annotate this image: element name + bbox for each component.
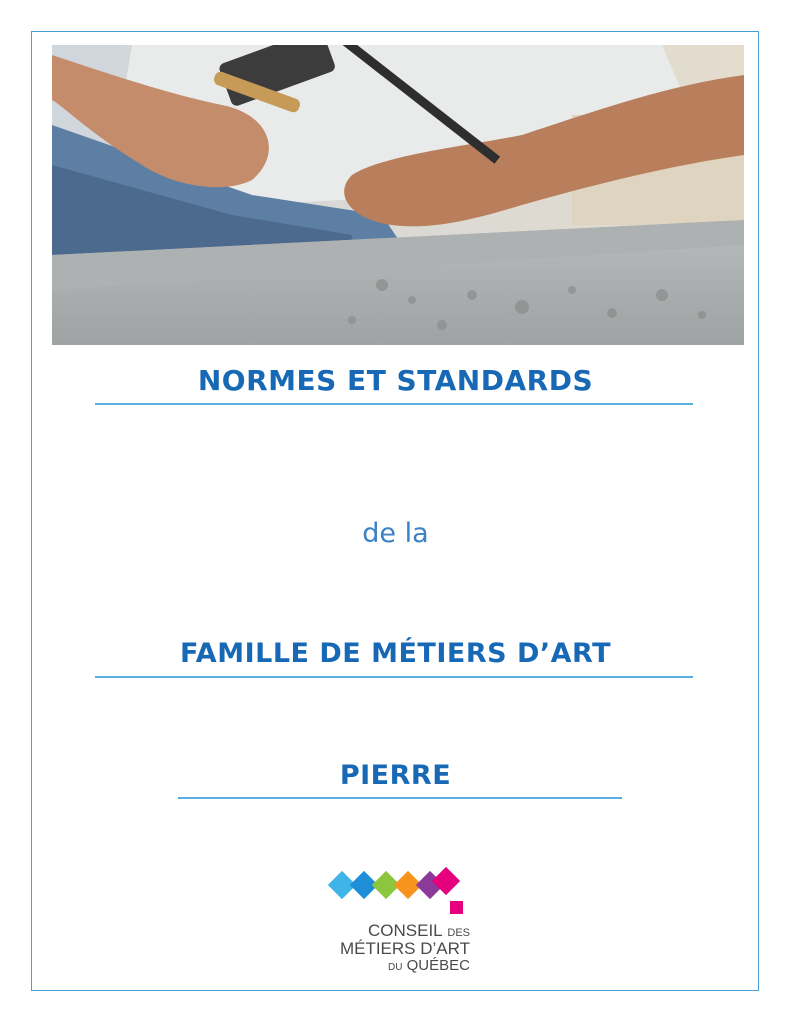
logo-line-2: MÉTIERS D’ART xyxy=(339,939,470,958)
discipline-title: PIERRE xyxy=(339,760,452,791)
logo-line-3: DU QUÉBEC xyxy=(388,957,470,974)
logo-mosaic-icon xyxy=(320,865,470,915)
discipline-underline xyxy=(178,797,622,799)
connector-text: de la xyxy=(362,518,429,549)
cover-photo xyxy=(52,45,744,345)
logo-line-1: CONSEIL DES xyxy=(368,921,470,940)
stone-carving-photo-icon xyxy=(52,45,744,345)
conseil-logo xyxy=(320,865,470,980)
family-title: FAMILLE DE MÉTIERS D’ART xyxy=(179,638,612,669)
title-underline xyxy=(95,403,693,405)
page-title: NORMES ET STANDARDS xyxy=(197,364,594,397)
family-underline xyxy=(95,676,693,678)
